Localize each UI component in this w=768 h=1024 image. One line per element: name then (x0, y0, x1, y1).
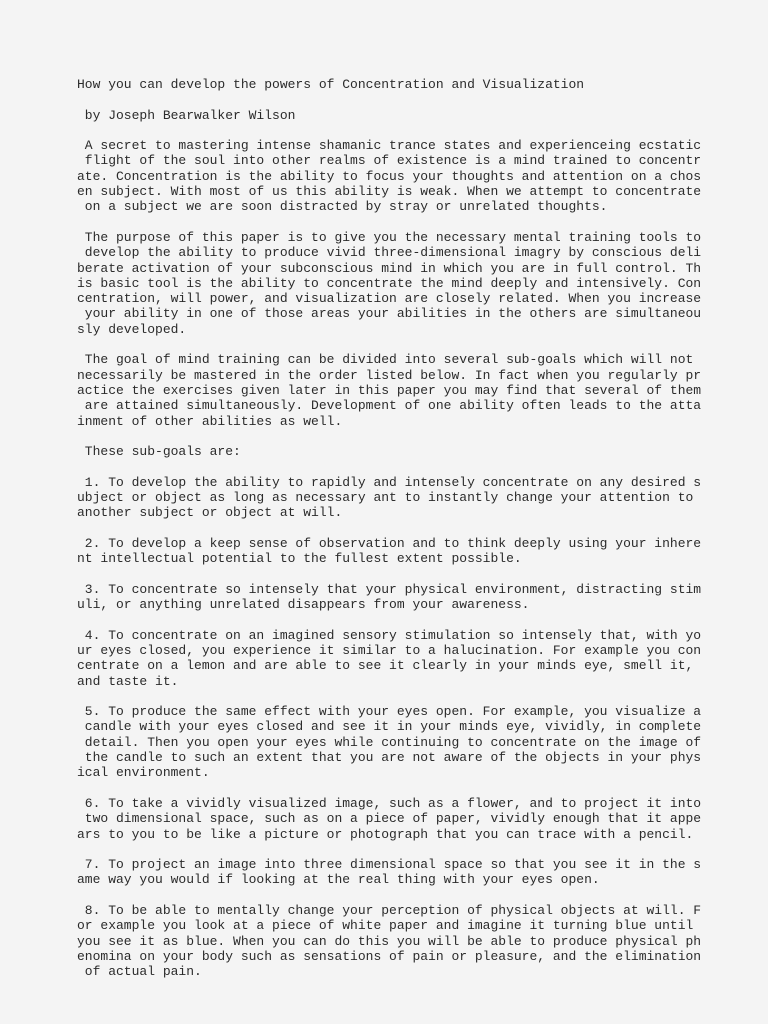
paragraph (77, 475, 757, 521)
document-body (77, 77, 757, 980)
paragraph (77, 536, 757, 567)
text-line: uli, or anything unrelated disappears from your awareness. (77, 597, 530, 613)
text-line: actice the exercises given later in this paper you may find that several of them (77, 382, 702, 398)
text-line: on a subject we are soon distracted by stray or unrelated thoughts. (77, 199, 608, 215)
paragraph (77, 857, 757, 888)
text-line: ur eyes closed, you experience it similar to a halucination. For example you con (77, 642, 702, 658)
text-line: the candle to such an extent that you are not aware of the objects in your phys (77, 750, 702, 766)
paragraph (77, 444, 757, 459)
text-line: detail. Then you open your eyes while continuing to concentrate on the image of (77, 734, 702, 750)
text-line: berate activation of your subconscious mind in which you are in full control. Th (77, 260, 702, 276)
spacer (77, 781, 757, 796)
spacer (77, 429, 757, 444)
text-line: your ability in one of those areas your abilities in the others are simultaneou (77, 306, 702, 322)
text-line: These sub-goals are: (77, 444, 241, 460)
document-title: How you can develop the powers of Concentration and Visualization (77, 77, 585, 92)
text-line: The goal of mind training can be divided into several sub-goals which will not (77, 352, 694, 368)
text-line: en subject. With most of us this ability is weak. When we attempt to concentrate (77, 184, 702, 200)
text-line: ubject or object as long as necessary ant to instantly change your attention to (77, 490, 694, 506)
spacer (77, 123, 757, 138)
text-line: develop the ability to produce vivid three-dimensional imagry by conscious deli (77, 245, 702, 261)
text-line: centrate on a lemon and are able to see it clearly in your minds eye, smell it, (77, 658, 694, 674)
text-line: 4. To concentrate on an imagined sensory stimulation so intensely that, with yo (77, 627, 702, 643)
spacer (77, 92, 757, 107)
text-line: another subject or object at will. (77, 505, 343, 521)
text-line: inment of other abilities as well. (77, 413, 343, 429)
paragraph (77, 138, 757, 214)
text-line: 6. To take a vividly visualized image, such as a flower, and to project it into (77, 795, 702, 811)
text-line: is basic tool is the ability to concentrate the mind deeply and intensively. Con (77, 275, 702, 291)
spacer (77, 521, 757, 536)
spacer (77, 612, 757, 627)
text-line: you see it as blue. When you can do this you will be able to produce physical ph (77, 933, 702, 949)
paragraphs (77, 138, 757, 979)
spacer (77, 337, 757, 352)
text-line: 7. To project an image into three dimensional space so that you see it in the s (77, 857, 702, 873)
text-line: are attained simultaneously. Development of one ability often leads to the atta (77, 398, 702, 414)
text-line: The purpose of this paper is to give you the necessary mental training tools to (77, 229, 702, 245)
text-line: and taste it. (77, 673, 179, 689)
text-line: 2. To develop a keep sense of observation and to think deeply using your inhere (77, 535, 702, 551)
text-line: nt intellectual potential to the fullest extent possible. (77, 551, 522, 567)
spacer (77, 567, 757, 582)
spacer (77, 459, 757, 474)
paragraph (77, 230, 757, 337)
text-line: candle with your eyes closed and see it in your minds eye, vividly, in complete (77, 719, 702, 735)
paragraph (77, 628, 757, 689)
text-line: 5. To produce the same effect with your eyes open. For example, you visualize a (77, 704, 702, 720)
text-line: ars to you to be like a picture or photograph that you can trace with a pencil. (77, 826, 694, 842)
document-byline: by Joseph Bearwalker Wilson (77, 107, 296, 123)
text-line: 3. To concentrate so intensely that your physical environment, distracting stim (77, 581, 702, 597)
paragraph (77, 352, 757, 428)
text-line: sly developed. (77, 321, 187, 337)
text-line: ical environment. (77, 765, 210, 781)
paragraph (77, 582, 757, 613)
paragraph (77, 903, 757, 979)
text-line: centration, will power, and visualization are closely related. When you increase (77, 291, 702, 307)
text-line: enomina on your body such as sensations of pain or pleasure, and the elimination (77, 948, 702, 964)
spacer (77, 215, 757, 230)
text-line: or example you look at a piece of white paper and imagine it turning blue until (77, 918, 694, 934)
text-line: ame way you would if looking at the real thing with your eyes open. (77, 872, 600, 888)
text-line: of actual pain. (77, 964, 202, 980)
text-line: two dimensional space, such as on a piece of paper, vividly enough that it appe (77, 811, 702, 827)
text-line: necessarily be mastered in the order listed below. In fact when you regularly pr (77, 367, 702, 383)
paragraph (77, 704, 757, 780)
paragraph (77, 796, 757, 842)
text-line: ate. Concentration is the ability to focus your thoughts and attention on a chos (77, 168, 702, 184)
spacer (77, 888, 757, 903)
text-line: flight of the soul into other realms of existence is a mind trained to concentr (77, 153, 702, 169)
spacer (77, 689, 757, 704)
text-line: 1. To develop the ability to rapidly and intensely concentrate on any desired s (77, 474, 702, 490)
text-line: A secret to mastering intense shamanic trance states and experienceing ecstatic (77, 138, 702, 154)
text-line: 8. To be able to mentally change your perception of physical objects at will. F (77, 903, 702, 919)
spacer (77, 842, 757, 857)
